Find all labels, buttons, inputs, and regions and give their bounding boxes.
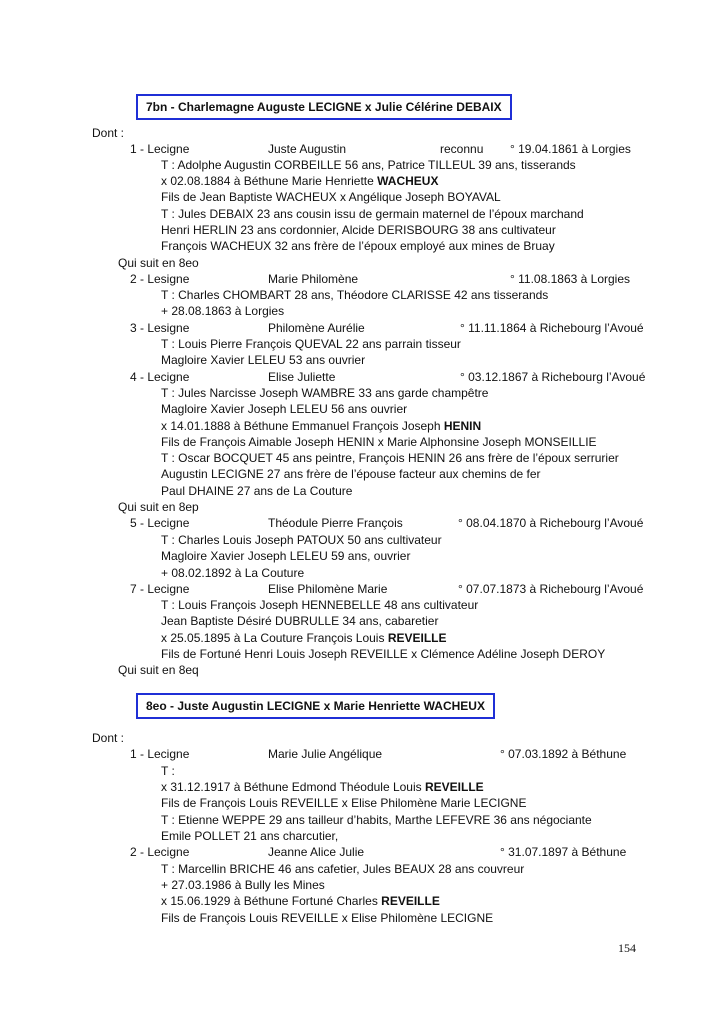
surname-bold: REVEILLE [424,780,484,794]
detail-line: x 25.05.1895 à La Couture François Louis REVEILLE [161,631,447,645]
detail-line: Augustin LECIGNE 27 ans frère de l’épouse facteur aux chemins de fer [161,467,541,481]
detail-line: Paul DHAINE 27 ans de La Couture [161,484,353,498]
detail-line: François WACHEUX 32 ans frère de l’époux employé aux mines de Bruay [161,239,555,253]
detail-line: T : Jules Narcisse Joseph WAMBRE 33 ans garde champêtre [161,386,489,400]
surname-bold: HENIN [443,419,482,433]
detail-line: T : Marcellin BRICHE 46 ans cafetier, Jules BEAUX 28 ans couvreur [161,862,525,876]
detail-line: + 27.03.1986 à Bully les Mines [161,878,325,892]
detail-line: T : Charles CHOMBART 28 ans, Théodore CLARISSE 42 ans tisserands [161,288,549,302]
detail-line: x 14.01.1888 à Béthune Emmanuel François Joseph HENIN [161,419,482,433]
surname-bold: WACHEUX [377,174,439,188]
detail-line: Emile POLLET 21 ans charcutier, [161,829,339,843]
detail-line: Magloire Xavier Joseph LELEU 59 ans, ouvrier [161,549,411,563]
detail-line: + 28.08.1863 à Lorgies [161,304,285,318]
child-birth: ° 07.03.1892 à Béthune [500,747,627,761]
child-birth: ° 08.04.1870 à Richebourg l’Avoué [458,516,644,530]
child-number: 2 - Lesigne [130,272,190,286]
detail-line: Fils de François Louis REVEILLE x Elise Philomène LECIGNE [161,911,494,925]
detail-line: T : [161,764,175,778]
detail-line: T : Charles Louis Joseph PATOUX 50 ans cultivateur [161,533,442,547]
surname-bold: REVEILLE [381,894,440,908]
detail-line: T : Louis François Joseph HENNEBELLE 48 ans cultivateur [161,598,479,612]
child-name: Elise Juliette [268,370,336,384]
detail-line: Jean Baptiste Désiré DUBRULLE 34 ans, cabaretier [161,614,439,628]
detail-line: + 08.02.1892 à La Couture [161,566,305,580]
child-number: 2 - Lecigne [130,845,190,859]
detail-line: Fils de François Louis REVEILLE x Elise Philomène Marie LECIGNE [161,796,527,810]
detail-line: T : Louis Pierre François QUEVAL 22 ans parrain tisseur [161,337,461,351]
detail-line: Magloire Xavier LELEU 53 ans ouvrier [161,353,366,367]
detail-line: Fils de François Aimable Joseph HENIN x Marie Alphonsine Joseph MONSEILLIE [161,435,597,449]
detail-line: x 15.06.1929 à Béthune Fortuné Charles REVEILLE [161,894,440,908]
surname-bold: REVEILLE [387,631,447,645]
child-name: Marie Julie Angélique [268,747,383,761]
child-extra: reconnu [440,142,484,156]
child-name: Philomène Aurélie [268,321,365,335]
child-birth: ° 31.07.1897 à Béthune [500,845,627,859]
detail-line: T : Oscar BOCQUET 45 ans peintre, François HENIN 26 ans frère de l’époux serrurier [161,451,619,465]
child-number: 1 - Lecigne [130,747,190,761]
child-birth: ° 07.07.1873 à Richebourg l’Avoué [458,582,644,596]
detail-line: T : Adolphe Augustin CORBEILLE 56 ans, Patrice TILLEUL 39 ans, tisserands [161,158,576,172]
child-number: 3 - Lesigne [130,321,190,335]
dont-label: Dont : [92,731,125,745]
child-name: Marie Philomène [268,272,359,286]
detail-line: Fils de Jean Baptiste WACHEUX x Angélique Joseph BOYAVAL [161,190,501,204]
detail-line: Henri HERLIN 23 ans cordonnier, Alcide DERISBOURG 38 ans cultivateur [161,223,556,237]
page-number: 154 [618,941,636,955]
child-number: 7 - Lecigne [130,582,190,596]
child-birth: ° 19.04.1861 à Lorgies [510,142,631,156]
detail-line: Fils de Fortuné Henri Louis Joseph REVEILLE x Clémence Adéline Joseph DEROY [161,647,606,661]
child-birth: ° 11.08.1863 à Lorgies [510,272,630,286]
child-number: 5 - Lecigne [130,516,190,530]
detail-line: Magloire Xavier Joseph LELEU 56 ans ouvrier [161,402,408,416]
child-name: Juste Augustin [268,142,347,156]
section-heading: 7bn - Charlemagne Auguste LECIGNE x Julie Célérine DEBAIX [136,94,512,120]
section-heading: 8eo - Juste Augustin LECIGNE x Marie Henriette WACHEUX [136,693,495,719]
child-name: Jeanne Alice Julie [268,845,365,859]
dont-label: Dont : [92,126,125,140]
detail-line: x 31.12.1917 à Béthune Edmond Théodule Louis REVEILLE [161,780,484,794]
child-name: Théodule Pierre François [268,516,403,530]
suit-line: Qui suit en 8eq [118,663,199,677]
detail-line: x 02.08.1884 à Béthune Marie Henriette WACHEUX [161,174,439,188]
child-number: 1 - Lecigne [130,142,190,156]
detail-line: T : Jules DEBAIX 23 ans cousin issu de germain maternel de l’époux marchand [161,207,584,221]
detail-line: T : Etienne WEPPE 29 ans tailleur d’habits, Marthe LEFEVRE 36 ans négociante [161,813,592,827]
suit-line: Qui suit en 8eo [118,256,199,270]
child-name: Elise Philomène Marie [268,582,388,596]
child-birth: ° 03.12.1867 à Richebourg l’Avoué [460,370,646,384]
suit-line: Qui suit en 8ep [118,500,199,514]
child-number: 4 - Lecigne [130,370,190,384]
child-birth: ° 11.11.1864 à Richebourg l’Avoué [460,321,644,335]
